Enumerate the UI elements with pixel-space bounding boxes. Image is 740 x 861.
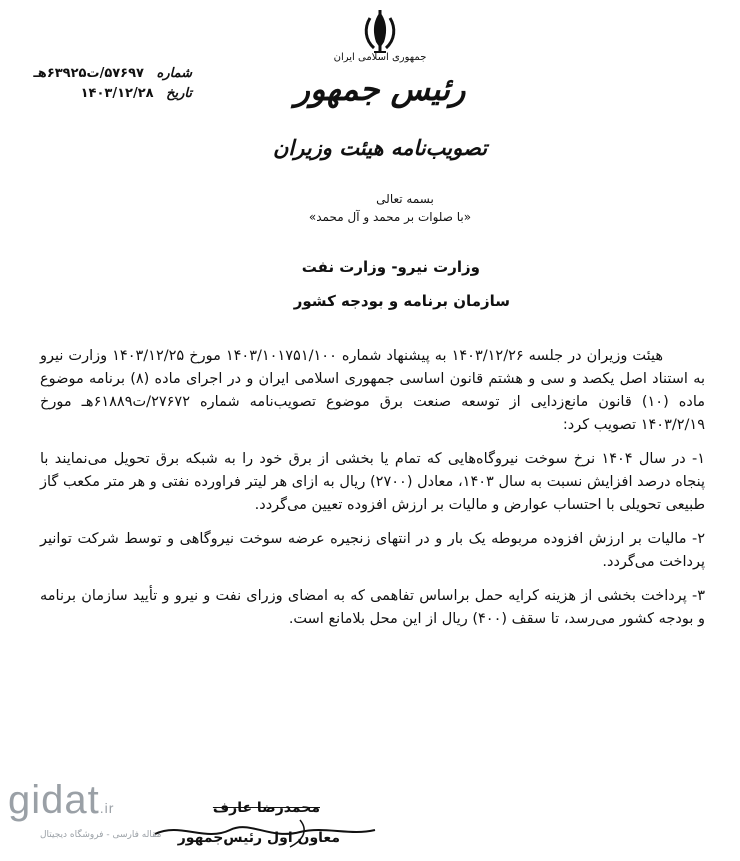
letter-date-label: تاریخ <box>166 86 192 101</box>
decree-item-3: ۳- پرداخت بخشی از هزینه کرایه حمل براساس تفاهمی که به امضای وزرای نفت و نیرو و تأیید سازمان برنامه و بودجه کشور می‌رسد، تا سقف (۴۰۰) ریال از این محل بلامانع است. <box>40 588 705 627</box>
watermark-tld: .ir <box>99 800 115 816</box>
watermark-brand: gidat <box>8 778 100 822</box>
emblem-icon <box>360 8 400 56</box>
letter-date-value: ۱۴۰۳/۱۲/۲۸ <box>80 86 154 101</box>
letter-date-line <box>60 86 192 101</box>
president-title: رئیس جمهور <box>294 70 466 108</box>
besm-line: بسمه تعالی <box>376 192 434 206</box>
salawat-line: «با صلوات بر محمد و آل محمد» <box>308 210 472 224</box>
addressee-line-2: سازمان برنامه و بودجه کشور <box>293 292 510 310</box>
decree-item-1: ۱- در سال ۱۴۰۴ نرخ سوخت نیروگاه‌هایی که تمام یا بخشی از برق خود را به شبکه برق تحویل می‌نمایند با پنجاه درصد افزایش نسبت به سال ۱۴۰۳، معادل (۲۷۰۰) ریال به ازای هر لیتر فراورده نفتی و هر متر مکعب گاز طبیعی تحویلی با احتساب عوارض و مالیات بر ارزش افزوده تعیین می‌گردد. <box>40 451 705 513</box>
letter-number-line <box>6 66 192 81</box>
decree-body <box>40 345 705 631</box>
letter-number-value: ۵۷۶۹۷/ت۶۳۹۲۵هـ <box>33 66 144 81</box>
approval-title: تصویب‌نامه هیئت وزیران <box>272 135 488 160</box>
decree-item-2: ۲- مالیات بر ارزش افزوده مربوطه یک بار و در انتهای زنجیره عرضه سوخت نیروگاهی و توسط شرکت توانیر پرداخت می‌گردد. <box>40 531 705 570</box>
signatory-title: معاون اول رئیس‌جمهور <box>177 830 340 846</box>
republic-title: جمهوری اسلامی ایران <box>333 52 427 63</box>
watermark-logo <box>8 778 114 823</box>
decree-intro: هیئت وزیران در جلسه ۱۴۰۳/۱۲/۲۶ به پیشنهاد شماره ۱۴۰۳/۱۰۱۷۵۱/۱۰۰ مورخ ۱۴۰۳/۱۲/۲۵ وزارت نیرو به استناد اصل یکصد و سی و هشتم قانون اساسی جمهوری اسلامی ایران و در اجرای ماده (۸) برنامه موضوع ماده (۱۰) قانون مانع‌زدایی از توسعه صنعت برق موضوع تصویب‌نامه شماره ۲۷۶۷۲/ت۶۱۸۸۹هـ مورخ ۱۴۰۳/۲/۱۹ تصویب کرد: <box>40 348 705 433</box>
watermark-tagline: مقاله فارسی - فروشگاه دیجیتال <box>40 830 162 840</box>
addressee-line-1: وزارت نیرو- وزارت نفت <box>301 258 480 276</box>
signatory-name: محمدرضا عارف <box>212 800 320 816</box>
letter-number-label: شماره <box>156 66 192 81</box>
